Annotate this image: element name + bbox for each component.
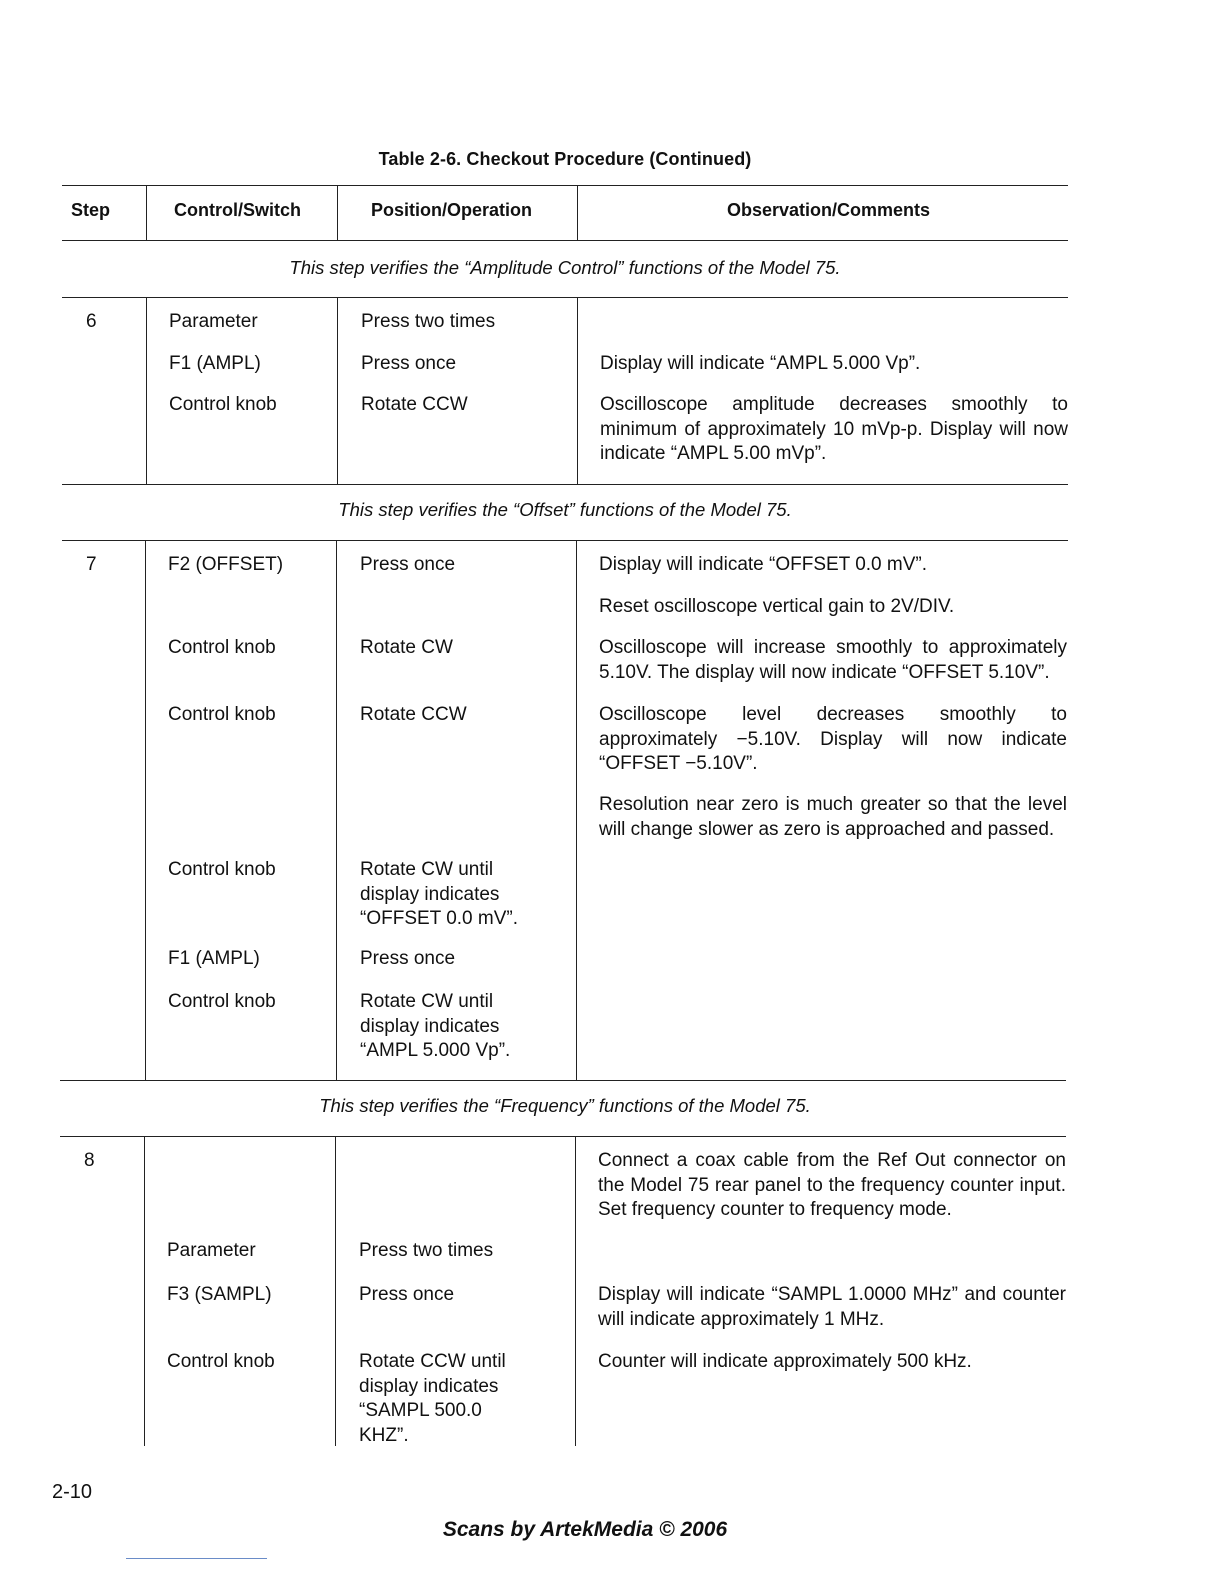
column-divider bbox=[146, 297, 147, 484]
column-divider bbox=[337, 297, 338, 484]
control-cell: F1 (AMPL) bbox=[169, 353, 261, 374]
column-divider bbox=[335, 1136, 336, 1446]
table-title: Table 2-6. Checkout Procedure (Continued) bbox=[378, 149, 752, 169]
header-top-rule bbox=[62, 185, 1068, 186]
position-cell: Rotate CW until display indicates “AMPL 5.000 Vp”. bbox=[360, 991, 511, 1061]
header-divider bbox=[577, 185, 578, 240]
position-cell: Press two times bbox=[359, 1240, 494, 1261]
section-top-rule bbox=[62, 540, 1068, 541]
observation-cell: Reset oscilloscope vertical gain to 2V/DIV. bbox=[599, 596, 955, 617]
section-bottom-rule bbox=[62, 484, 1068, 485]
observation-cell: Display will indicate “OFFSET 0.0 mV”. bbox=[599, 554, 928, 575]
section-intro-amplitude: This step verifies the “Amplitude Control” functions of the Model 75. bbox=[289, 257, 841, 278]
control-cell: F1 (AMPL) bbox=[168, 948, 260, 969]
control-cell: Control knob bbox=[168, 991, 276, 1012]
position-cell: Rotate CW until display indicates “OFFSET 0.0 mV”. bbox=[360, 859, 519, 929]
section-top-rule bbox=[62, 297, 1068, 298]
position-cell: Press once bbox=[361, 353, 457, 374]
observation-cell: Oscilloscope amplitude decreases smoothly to minimum of approximately 10 mVp-p. Display will now indicate “AMPL 5.00 mVp”. bbox=[600, 394, 1068, 464]
page-number: 2-10 bbox=[52, 1481, 93, 1503]
scan-credit-footer: Scans by ArtekMedia © 2006 bbox=[442, 1518, 728, 1541]
section-intro-frequency: This step verifies the “Frequency” functions of the Model 75. bbox=[319, 1095, 811, 1116]
control-cell: Control knob bbox=[167, 1351, 275, 1372]
column-divider bbox=[576, 540, 577, 1080]
position-cell: Press once bbox=[360, 554, 456, 575]
column-divider bbox=[575, 1136, 576, 1446]
observation-cell: Display will indicate “SAMPL 1.0000 MHz” and counter will indicate approximately 1 MHz. bbox=[598, 1284, 1066, 1330]
observation-cell: Oscilloscope level decreases smoothly to approximately −5.10V. Display will now indicate “OFFSET −5.10V”. bbox=[599, 704, 1067, 774]
column-divider bbox=[577, 297, 578, 484]
control-cell: Control knob bbox=[168, 859, 276, 880]
header-step: Step bbox=[71, 200, 111, 220]
header-divider bbox=[146, 185, 147, 240]
header-position-operation: Position/Operation bbox=[371, 200, 533, 220]
observation-cell: Oscilloscope will increase smoothly to approximately 5.10V. The display will now indicate “OFFSET 5.10V”. bbox=[599, 637, 1067, 683]
position-cell: Press once bbox=[359, 1284, 455, 1305]
observation-cell: Resolution near zero is much greater so that the level will change slower as zero is approached and passed. bbox=[599, 794, 1067, 840]
position-cell: Rotate CCW bbox=[361, 394, 468, 415]
header-observation-comments: Observation/Comments bbox=[727, 200, 931, 220]
header-control-switch: Control/Switch bbox=[174, 200, 301, 220]
step-number: 8 bbox=[84, 1150, 95, 1171]
header-bottom-rule bbox=[62, 240, 1068, 241]
observation-cell: Connect a coax cable from the Ref Out connector on the Model 75 rear panel to the frequency counter input. Set frequency counter to frequency mode. bbox=[598, 1150, 1066, 1220]
observation-cell: Counter will indicate approximately 500 kHz. bbox=[598, 1351, 972, 1372]
control-cell: Parameter bbox=[167, 1240, 256, 1261]
header-divider bbox=[337, 185, 338, 240]
section-intro-offset: This step verifies the “Offset” functions of the Model 75. bbox=[338, 499, 792, 520]
control-cell: Control knob bbox=[168, 704, 276, 725]
decorative-underline bbox=[126, 1558, 267, 1559]
column-divider bbox=[144, 1136, 145, 1446]
control-cell: F3 (SAMPL) bbox=[167, 1284, 272, 1305]
control-cell: Control knob bbox=[169, 394, 277, 415]
position-cell: Rotate CCW until display indicates “SAMPL 500.0 KHZ”. bbox=[359, 1351, 506, 1446]
position-cell: Rotate CCW bbox=[360, 704, 467, 725]
step-number: 6 bbox=[86, 311, 97, 332]
control-cell: Control knob bbox=[168, 637, 276, 658]
control-cell: F2 (OFFSET) bbox=[168, 554, 284, 575]
column-divider bbox=[145, 540, 146, 1080]
section-top-rule bbox=[60, 1136, 1066, 1137]
position-cell: Press two times bbox=[361, 311, 496, 332]
position-cell: Press once bbox=[360, 948, 456, 969]
column-divider bbox=[336, 540, 337, 1080]
position-cell: Rotate CW bbox=[360, 637, 453, 658]
section-bottom-rule bbox=[60, 1080, 1066, 1081]
step-number: 7 bbox=[86, 554, 97, 575]
control-cell: Parameter bbox=[169, 311, 258, 332]
observation-cell: Display will indicate “AMPL 5.000 Vp”. bbox=[600, 353, 921, 374]
